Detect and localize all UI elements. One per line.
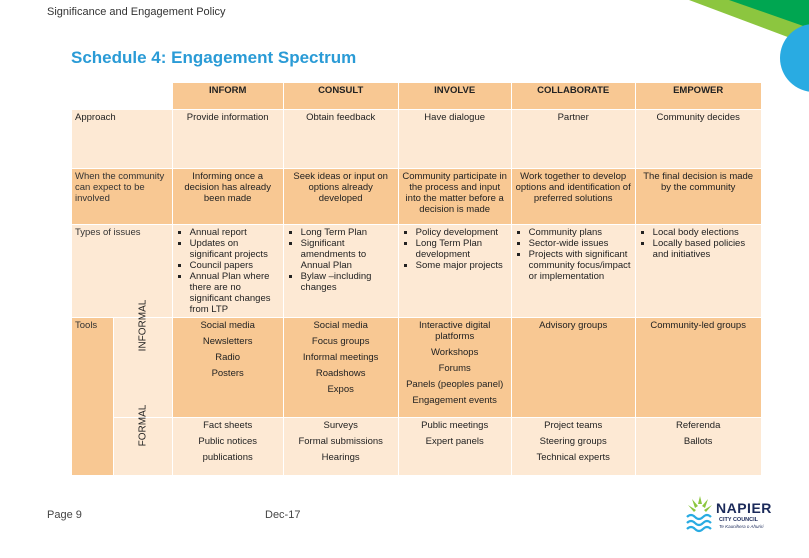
issues-inform: [172, 225, 283, 318]
expect-involve: Community participate in the process and input into the matter before a decision is made: [398, 169, 511, 225]
col-empower: EMPOWER: [635, 83, 761, 110]
tools-informal-row: [72, 318, 762, 418]
approach-consult: Obtain feedback: [283, 110, 398, 169]
issues-consult: [283, 225, 398, 318]
tool-item: Expos: [327, 384, 354, 395]
informal-empower: [635, 318, 761, 418]
issue-item: ▪ Locally based policies and initiatives: [653, 238, 758, 260]
issue-item: ▪ Long Term Plan development: [416, 238, 508, 260]
issues-row: [72, 225, 762, 318]
expect-inform: Informing once a decision has already been made: [172, 169, 283, 225]
tool-item: Community-led groups: [650, 320, 746, 331]
tool-item: Formal submissions: [298, 436, 383, 447]
tool-item: Hearings: [321, 452, 360, 463]
approach-row: [72, 110, 762, 169]
tool-item: Surveys: [323, 420, 358, 431]
document-header: Significance and Engagement Policy: [47, 6, 226, 18]
tool-item: Project teams: [544, 420, 603, 431]
expect-collaborate: Work together to develop options and identification of preferred solutions: [511, 169, 635, 225]
expect-consult: Seek ideas or input on options already developed: [283, 169, 398, 225]
tool-item: Social media: [313, 320, 368, 331]
tool-item: Referenda: [675, 420, 721, 431]
tool-item: Public notices: [198, 436, 257, 447]
issue-item: ▪ Policy development: [416, 227, 508, 238]
tool-item: Ballots: [683, 436, 713, 447]
tools-label: [72, 318, 114, 476]
formal-inform: [172, 418, 283, 476]
expect-empower: The final decision is made by the community: [635, 169, 761, 225]
informal-involve: [398, 318, 511, 418]
tool-item: Social media: [200, 320, 255, 331]
issue-item: ▪ Significant amendments to Annual Plan: [301, 238, 395, 271]
header-row: [72, 83, 762, 110]
formal-consult: [283, 418, 398, 476]
logo-name: NAPIER: [716, 500, 772, 516]
page-title: Schedule 4: Engagement Spectrum: [71, 48, 357, 67]
footer-date: Dec-17: [265, 509, 301, 521]
tool-item: Engagement events: [412, 395, 497, 406]
formal-involve: [398, 418, 511, 476]
tool-item: Radio: [215, 352, 241, 363]
informal-inform: [172, 318, 283, 418]
issue-item: ▪ Annual report: [190, 227, 280, 238]
tool-item: Steering groups: [539, 436, 607, 447]
approach-collaborate: Partner: [511, 110, 635, 169]
tool-item: publications: [202, 452, 253, 463]
issues-label: Types of issues: [72, 225, 173, 318]
issue-item: ▪ Updates on significant projects: [190, 238, 280, 260]
approach-involve: Have dialogue: [398, 110, 511, 169]
approach-inform: Provide information: [172, 110, 283, 169]
issue-item: ▪ Long Term Plan: [301, 227, 395, 238]
informal-consult: [283, 318, 398, 418]
approach-label: Approach: [72, 110, 173, 169]
tool-item: Panels (peoples panel): [406, 379, 504, 390]
expect-label: When the community can expect to be involved: [72, 169, 173, 225]
issues-collaborate: [511, 225, 635, 318]
issues-involve: [398, 225, 511, 318]
formal-empower: [635, 418, 761, 476]
col-involve: INVOLVE: [398, 83, 511, 110]
corner-cell: [72, 83, 173, 110]
tool-item: Posters: [211, 368, 244, 379]
issue-item: ▪ Local body elections: [653, 227, 758, 238]
expect-row: [72, 169, 762, 225]
tool-item: Advisory groups: [539, 320, 608, 331]
approach-empower: Community decides: [635, 110, 761, 169]
tools-formal-row: [72, 418, 762, 476]
issue-item: ▪ Council papers: [190, 260, 280, 271]
tool-item: Roadshows: [315, 368, 366, 379]
tool-item: Focus groups: [311, 336, 370, 347]
tool-item: Technical experts: [536, 452, 610, 463]
tool-item: Workshops: [431, 347, 479, 358]
tool-item: Forums: [438, 363, 471, 374]
tool-item: Fact sheets: [203, 420, 253, 431]
col-collaborate: COLLABORATE: [511, 83, 635, 110]
logo-sub: CITY COUNCIL: [719, 517, 759, 523]
formal-label: FORMAL: [114, 418, 173, 476]
informal-label: INFORMAL: [114, 318, 173, 418]
issue-item: ▪ Some major projects: [416, 260, 508, 271]
issue-item: ▪ Bylaw –including changes: [301, 271, 395, 293]
tool-item: Interactive digital platforms: [419, 320, 491, 342]
issue-item: ▪ Projects with significant community focus/impact or implementation: [529, 249, 632, 282]
tools-label-text: Tools: [75, 320, 98, 331]
issue-item: ▪ Annual Plan where there are no significant changes from LTP: [190, 271, 280, 315]
page-number: Page 9: [47, 509, 82, 521]
tool-item: Informal meetings: [302, 352, 379, 363]
col-inform: INFORM: [172, 83, 283, 110]
issues-empower: [635, 225, 761, 318]
engagement-spectrum-table: [71, 82, 762, 476]
tool-item: Expert panels: [425, 436, 484, 447]
formal-collaborate: [511, 418, 635, 476]
col-consult: CONSULT: [283, 83, 398, 110]
informal-collaborate: [511, 318, 635, 418]
issue-item: ▪ Community plans: [529, 227, 632, 238]
tool-item: Public meetings: [421, 420, 489, 431]
tool-item: Newsletters: [202, 336, 253, 347]
logo-tagline: Te Kaunihera o Ahuriri: [719, 524, 764, 529]
issue-item: ▪ Sector-wide issues: [529, 238, 632, 249]
